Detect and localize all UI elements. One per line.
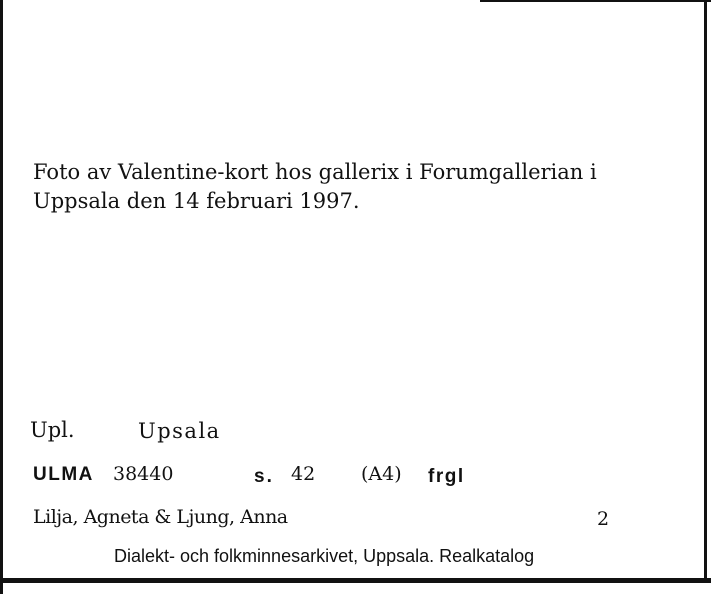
- page-number: 42: [291, 463, 316, 485]
- page-label: s.: [254, 466, 274, 487]
- description-line-2: Uppsala den 14 februari 1997.: [33, 189, 360, 213]
- province-label: Upl.: [30, 418, 75, 442]
- card-left-border: [0, 0, 3, 594]
- authors: Lilja, Agneta & Ljung, Anna: [33, 506, 288, 528]
- paper-format: (A4): [361, 463, 402, 485]
- description-line-1: Foto av Valentine-kort hos gallerix i Forumgallerian i: [33, 160, 597, 184]
- archive-code: ULMA: [33, 464, 94, 485]
- item-count: 2: [597, 508, 610, 530]
- category-code: frgl: [428, 466, 465, 487]
- place-name: Upsala: [138, 419, 221, 443]
- card-right-border: [704, 0, 707, 583]
- archive-number: 38440: [113, 463, 174, 485]
- archive-footer: Dialekt- och folkminnesarkivet, Uppsala. Realkatalog: [114, 546, 535, 566]
- card-bottom-border: [0, 578, 711, 583]
- card-top-border: [480, 0, 711, 2]
- card-description: [33, 158, 653, 216]
